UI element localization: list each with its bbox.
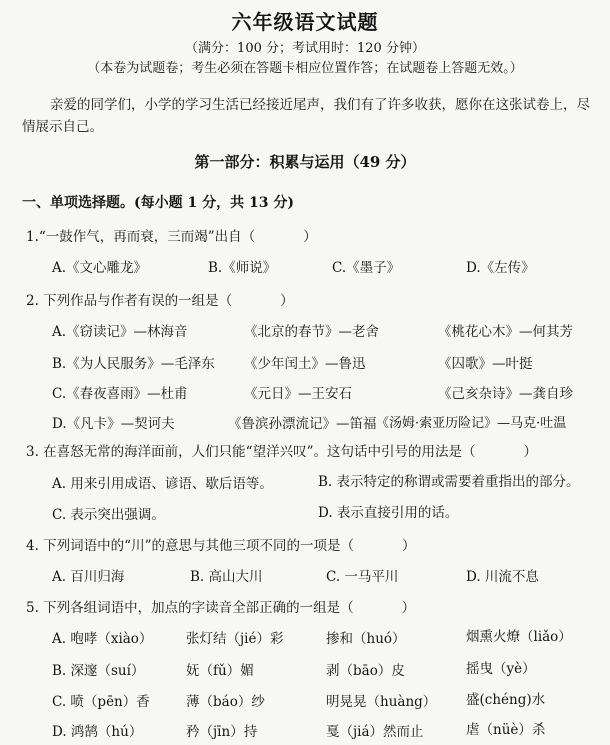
q4-option-a: A. 百川归海: [52, 569, 125, 585]
exam-info: （满分：100 分；考试用时：120 分钟）: [185, 41, 425, 56]
q2-option-a-3: 《桃花心木》—何其芳: [438, 324, 573, 340]
q4-option-d: D. 川流不息: [466, 569, 539, 585]
q2-option-c-1: C.《春夜喜雨》—杜甫: [52, 386, 188, 402]
intro-paragraph: 亲爱的同学们，小学的学习生活已经接近尾声，我们有了许多收获，愿你在这张试卷上，尽情展示自己。: [22, 97, 590, 135]
q2-option-a-1: A.《窃读记》—林海音: [52, 324, 188, 340]
q4-option-c: C. 一马平川: [326, 569, 399, 585]
exam-instructions: （本卷为试题卷；考生必须在答题卡相应位置作答；在试题卷上答题无效。）: [87, 61, 523, 76]
q5-option-a-3: 掺和（huó）: [326, 631, 406, 647]
q5-option-a-1: A. 咆哮（xiào）: [52, 631, 153, 647]
q2-option-d-1: D.《凡卡》—契诃夫: [52, 416, 175, 432]
q2-option-b-2: 《少年闰土》—鲁迅: [244, 356, 366, 372]
q5-option-c-3: 明晃晃（huàng）: [326, 694, 437, 710]
q2-option-c-2: 《元日》—王安石: [244, 386, 352, 402]
q3-option-d: D. 表示直接引用的话。: [318, 505, 459, 521]
q5-option-a-4: 烟熏火燎（liǎo）: [466, 629, 572, 645]
q5-option-b-1: B. 深邃（suí）: [52, 663, 145, 679]
q5-option-c-4: 盛(chéng)水: [466, 692, 546, 708]
q5-option-c-2: 薄（báo）纱: [186, 694, 265, 710]
q5-option-d-1: D. 鸿鹄（hú）: [52, 724, 143, 740]
q5-option-d-3: 戛（jiá）然而止: [326, 724, 424, 740]
q2-option-d-3: 《汤姆·索亚历险记》—马克·吐温: [376, 416, 567, 431]
q3-option-b: B. 表示特定的称谓或需要着重指出的部分。: [318, 474, 580, 490]
q5-option-d-2: 矜（jīn）持: [186, 724, 258, 740]
q2-option-d-2: 《鲁滨孙漂流记》—笛福: [228, 416, 377, 432]
q5-option-b-4: 摇曳（yè）: [466, 661, 536, 677]
question-2-stem: 2. 下列作品与作者有误的一组是（ ）: [26, 293, 294, 309]
question-4-stem: 4. 下列词语中的“川”的意思与其他三项不同的一项是（ ）: [26, 538, 416, 554]
q2-option-b-1: B.《为人民服务》—毛泽东: [52, 356, 215, 372]
q1-option-d: D.《左传》: [466, 260, 535, 276]
q2-option-a-2: 《北京的春节》—老舍: [244, 324, 379, 340]
q5-option-c-1: C. 喷（pēn）香: [52, 694, 150, 710]
q5-option-d-4: 虐（nüè）杀: [466, 722, 546, 738]
q5-option-a-2: 张灯结（jié）彩: [186, 631, 284, 647]
question-5-stem: 5. 下列各组词语中，加点的字读音全部正确的一组是（ ）: [26, 600, 416, 616]
q2-option-c-3: 《己亥杂诗》—龚自珍: [438, 386, 573, 402]
q5-option-b-3: 剥（bāo）皮: [326, 663, 405, 679]
question-1-stem: 1.“一鼓作气，再而衰，三而竭”出自（ ）: [26, 229, 317, 245]
question-3-stem: 3. 在喜怒无常的海洋面前，人们只能“望洋兴叹”。这句话中引号的用法是（ ）: [26, 444, 537, 460]
q4-option-b: B. 高山大川: [190, 569, 263, 585]
exam-title: 六年级语文试题: [231, 10, 379, 34]
q3-option-c: C. 表示突出强调。: [52, 507, 165, 523]
section-heading: 一、单项选择题。(每小题 1 分，共 13 分): [22, 195, 294, 211]
q5-option-b-2: 妩（fǔ）媚: [186, 663, 254, 679]
q1-option-b: B.《师说》: [208, 260, 277, 276]
q1-option-a: A.《文心雕龙》: [52, 260, 148, 276]
q1-option-c: C.《墨子》: [332, 260, 401, 276]
part-heading: 第一部分：积累与运用（49 分）: [194, 153, 416, 171]
q3-option-a: A. 用来引用成语、谚语、歇后语等。: [52, 476, 273, 492]
q2-option-b-3: 《囚歌》—叶挺: [438, 356, 533, 372]
